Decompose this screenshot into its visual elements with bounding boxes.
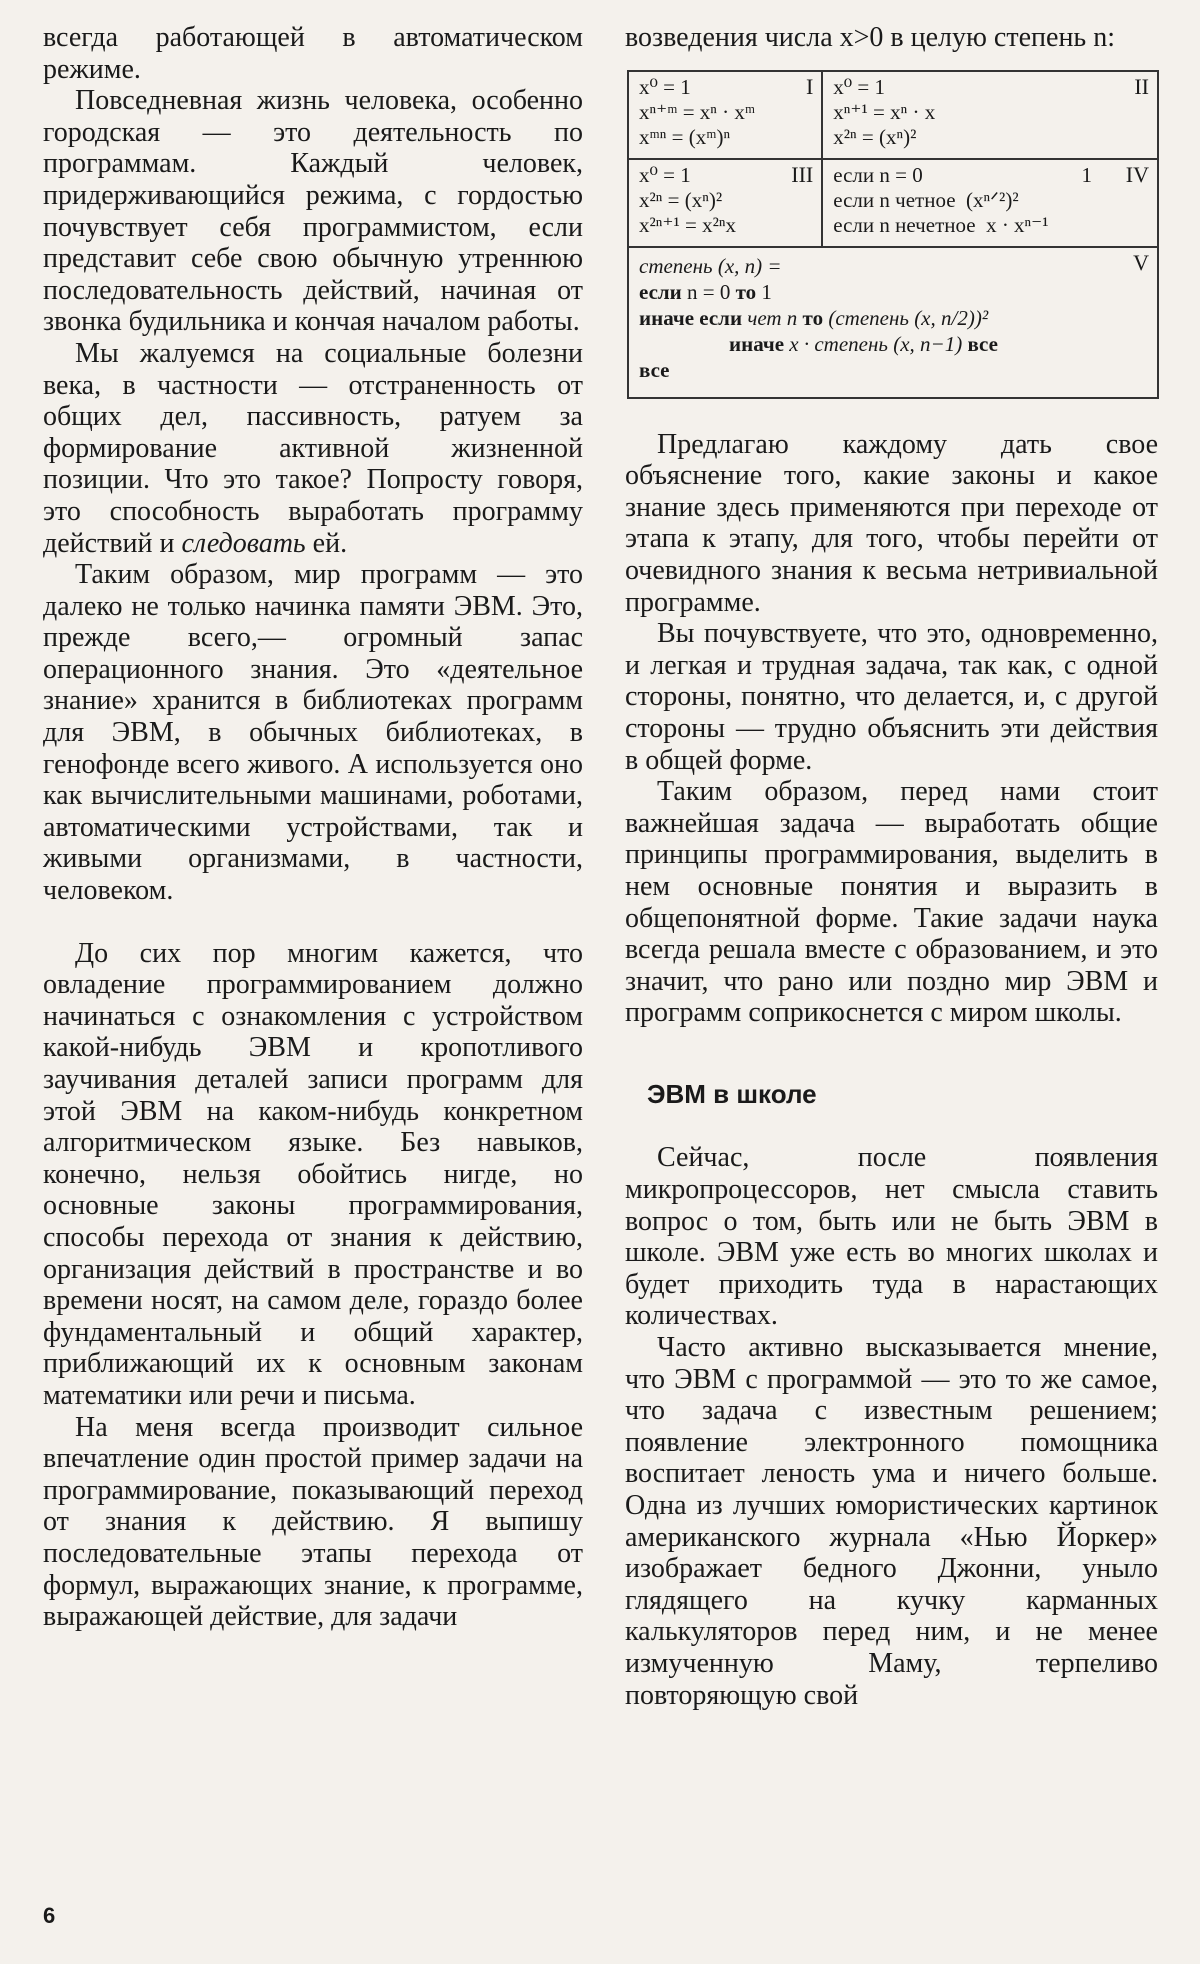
- code-line: степень (x, n) =: [639, 253, 782, 278]
- right-column: [625, 22, 1158, 1711]
- code-text: чет n: [747, 305, 798, 330]
- code-text: 1: [761, 279, 772, 304]
- code-text: (степень (x, n/2))²: [828, 305, 989, 330]
- condition-value: x · xⁿ⁻¹: [986, 212, 1049, 237]
- formula-line: x²ⁿ = (xⁿ)²: [639, 187, 723, 212]
- paragraph-3-end: ей.: [312, 527, 348, 559]
- paragraph-11: Часто активно высказывается мнение, что ЭВМ с программой — это то же самое, что задача с известным решением; появление электронного помощника воспитает леность ума и ничего больше. Одна из лучших юмористических картинок американского журнала «Нью Йоркер» изображает бедного Джонни, уныло глядящего на кучку карманных калькуляторов перед ним, и не менее измученную Маму, терпеливо повторяющую свой: [625, 1332, 1158, 1711]
- formula-line: x²ⁿ = (xⁿ)²: [833, 124, 917, 149]
- code-line: [639, 331, 1149, 357]
- code-line: [639, 305, 1149, 331]
- formula-intro: возведения числа x>0 в целую степень n:: [625, 22, 1115, 53]
- paragraph-3-emphasis: следовать: [181, 527, 306, 559]
- formula-line: xⁿ⁺ᵐ = xⁿ · xᵐ: [639, 99, 756, 124]
- formula-cell-1: [628, 71, 822, 159]
- code-line: [639, 279, 1149, 305]
- paragraph-9: Таким образом, перед нами стоит важнейшая задача — выработать общие принципы программирования, выделить в нем основные понятия и выразить в общепонятной форме. Такие задачи наука всегда решала вместе с образованием, и это значит, что рано или поздно мир ЭВМ и программ соприкоснется с миром школы.: [625, 776, 1158, 1029]
- condition-value: (xⁿᐟ²)²: [966, 187, 1019, 212]
- condition-line: [833, 188, 1149, 213]
- code-line: все: [639, 357, 670, 382]
- condition: если n четное: [833, 187, 956, 212]
- paragraph-3-text: Мы жалуемся на социальные болезни века, в частности — отстраненность от общих дел, пассивность, ратуем за формирование активной жизненной позиции. Что это такое? Попросту говоря, это способность выработать программу действий и: [43, 337, 583, 559]
- condition: если n нечетное: [833, 212, 976, 237]
- formula-line: xᵐⁿ = (xᵐ)ⁿ: [639, 124, 731, 149]
- paragraph-3: [43, 338, 583, 559]
- formula-table: [627, 70, 1159, 399]
- cell-label-3: III: [791, 161, 814, 187]
- code-text: x · степень (x, n−1): [789, 331, 963, 356]
- paragraph-5: До сих пор многим кажется, что овладение программированием должно начинаться с ознакомления с устройством какой-нибудь ЭВМ и кропотливого заучивания деталей записи программ для этой ЭВМ на каком-нибудь конкретном алгоритмическом языке. Без навыков, конечно, нельзя обойтись нигде, но основные законы программирования, способы перехода от знания к действию, организация действий в пространстве и во времени носят, на самом деле, гораздо более фундаментальный и общий характер, приближающий их к основным законам математики или речи и письма.: [43, 937, 583, 1411]
- keyword: то: [735, 279, 757, 304]
- left-column: [43, 22, 583, 1633]
- cell-label-5: V: [1133, 249, 1149, 275]
- keyword: все: [967, 331, 998, 356]
- paragraph-8: Вы почувствуете, что это, одновременно, и легкая и трудная задача, так как, с одной стороны, понятно, что делается, и, с другой стороны — трудно объяснить эти действия в общей форме.: [625, 618, 1158, 776]
- cell-label-2: II: [1134, 73, 1149, 99]
- paragraph-4: Таким образом, мир программ — это далеко не только начинка памяти ЭВМ. Это, прежде всего,— огромный запас операционного знания. Это «деятельное знание» хранится в библиотеках программ для ЭВМ, в обычных библиотеках, в генофонде всего живого. А используется оно как вычислительными машинами, роботами, автоматическими устройствами, так и живыми организмами, в частности, человеком.: [43, 559, 583, 907]
- formula-line: xⁿ⁺¹ = xⁿ · x: [833, 99, 936, 124]
- condition-line: [833, 213, 1149, 238]
- keyword: если: [639, 279, 682, 304]
- formula-line: x²ⁿ⁺¹ = x²ⁿx: [639, 212, 737, 237]
- keyword: то: [802, 305, 824, 330]
- paragraph-7: Предлагаю каждому дать свое объяснение того, какие законы и какое знание здесь применяются при переходе от этапа к этапу, для того, чтобы перейти от очевидного знания к весьма нетривиальной программе.: [625, 428, 1158, 618]
- paragraph-10: Сейчас, после появления микропроцессоров, нет смысла ставить вопрос о том, быть или не быть ЭВМ в школе. ЭВМ уже есть во многих школах и будет приходить туда в нарастающих количествах.: [625, 1142, 1158, 1332]
- paragraph-6: На меня всегда производит сильное впечатление один простой пример задачи на программирование, показывающий переход от знания к действию. Я выпишу последовательные этапы перехода от формул, выражающих знание, к программе, выражающей действие, для задачи: [43, 1411, 583, 1633]
- condition: если n = 0: [833, 162, 923, 187]
- condition-value: 1: [1081, 162, 1092, 187]
- code-text: n = 0: [687, 279, 731, 304]
- formula-cell-5: [628, 247, 1158, 398]
- cell-label-4: IV: [1125, 161, 1149, 187]
- paragraph-2: Повседневная жизнь человека, особенно городская — это деятельность по программам. Каждый человек, придерживающийся режима, с гордостью почувствует себя программистом, если представит себе свою обычную утреннюю последовательность действий, начиная от звонка будильника и кончая началом работы.: [43, 85, 583, 338]
- keyword: иначе если: [639, 305, 743, 330]
- page-number: 6: [43, 1903, 56, 1928]
- formula-cell-3: [628, 159, 822, 247]
- formula-line: x⁰ = 1: [833, 74, 886, 99]
- formula-line: x⁰ = 1: [639, 74, 691, 99]
- cell-label-1: I: [805, 73, 814, 99]
- condition-line: [833, 163, 1149, 188]
- paragraph-1: всегда работающей в автоматическом режиме.: [43, 22, 583, 85]
- formula-cell-4: [822, 159, 1158, 247]
- formula-cell-2: [822, 71, 1158, 159]
- keyword: иначе: [729, 331, 785, 356]
- section-heading: ЭВМ в школе: [647, 1078, 817, 1109]
- formula-line: x⁰ = 1: [639, 162, 691, 187]
